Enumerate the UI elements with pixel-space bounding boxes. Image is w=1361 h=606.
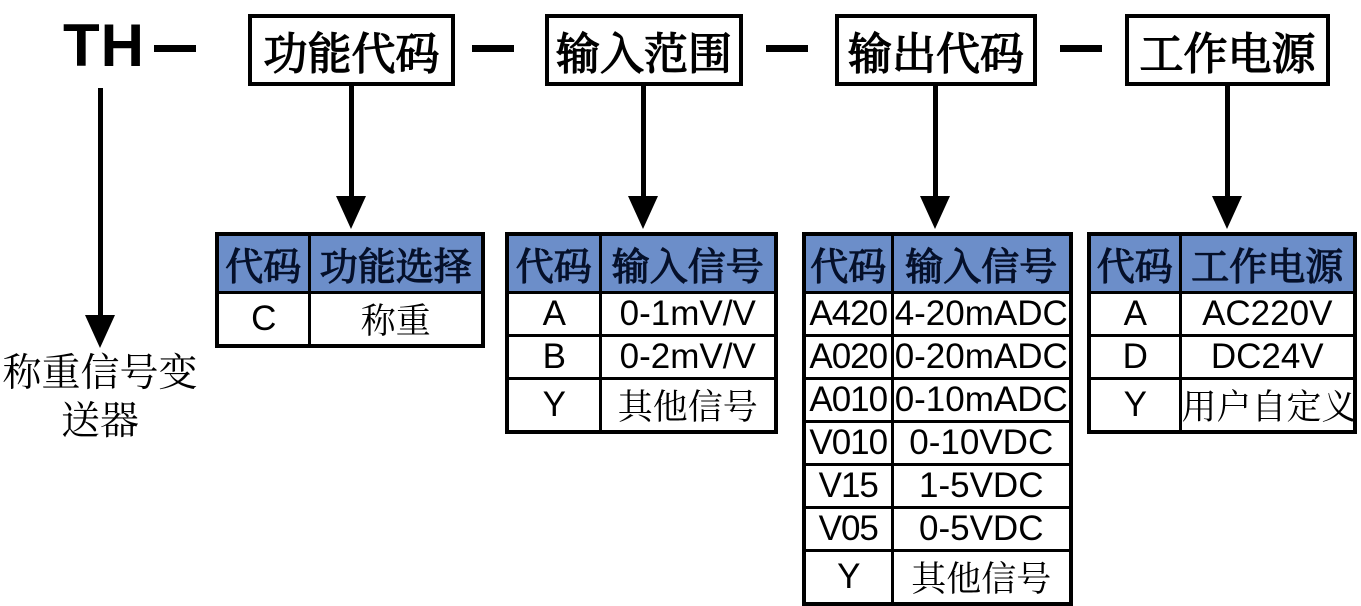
table-row xyxy=(507,379,776,433)
table-row xyxy=(804,551,1071,605)
table-row xyxy=(804,379,1071,422)
code-cell: A010 xyxy=(804,379,892,422)
field-box-label: 输出代码 xyxy=(848,30,1024,79)
field-box-label: 功能代码 xyxy=(263,30,440,79)
table-row xyxy=(507,293,776,336)
model-prefix: TH xyxy=(63,12,145,79)
field-box-label: 工作电源 xyxy=(1139,30,1316,79)
table-row xyxy=(804,422,1071,465)
column-header: 输入信号 xyxy=(892,234,1071,293)
header-row xyxy=(804,234,1071,293)
table-row xyxy=(804,465,1071,508)
separator-dash xyxy=(472,45,514,52)
code-cell: B xyxy=(507,336,600,379)
code-cell: A xyxy=(507,293,600,336)
table-row xyxy=(804,336,1071,379)
code-cell: C xyxy=(217,293,309,347)
separator-dash xyxy=(1060,45,1102,52)
code-cell: V05 xyxy=(804,508,892,551)
input-range-table xyxy=(505,232,778,434)
separator-dash xyxy=(766,45,808,52)
table-row xyxy=(1089,379,1355,433)
table-row xyxy=(804,508,1071,551)
power-supply-table xyxy=(1087,232,1357,434)
column-header: 代码 xyxy=(1089,234,1180,293)
value-cell: 其他信号 xyxy=(600,379,776,433)
header-row xyxy=(1089,234,1355,293)
code-cell: Y xyxy=(804,551,892,605)
function-code-table xyxy=(215,232,485,348)
code-cell: V15 xyxy=(804,465,892,508)
column-header: 输入信号 xyxy=(600,234,776,293)
table-row xyxy=(1089,293,1355,336)
table-row xyxy=(217,293,483,347)
header-row xyxy=(217,234,483,293)
code-cell: Y xyxy=(1089,379,1180,433)
field-box-output-code xyxy=(835,14,1037,86)
table-row xyxy=(804,293,1071,336)
prefix-description: 称重信号变送器 xyxy=(2,352,198,443)
code-cell: A020 xyxy=(804,336,892,379)
column-header: 功能选择 xyxy=(309,234,483,293)
table-row xyxy=(1089,336,1355,379)
value-cell: 称重 xyxy=(309,293,483,347)
column-header: 代码 xyxy=(804,234,892,293)
value-cell: 1-5VDC xyxy=(892,465,1071,508)
value-cell: 0-10mADC xyxy=(892,379,1071,422)
value-cell: 用户自定义 xyxy=(1180,379,1355,433)
code-cell: A xyxy=(1089,293,1180,336)
field-box-power-supply xyxy=(1125,14,1330,86)
header-row xyxy=(507,234,776,293)
value-cell: AC220V xyxy=(1180,293,1355,336)
value-cell: 0-1mV/V xyxy=(600,293,776,336)
value-cell: 4-20mADC xyxy=(892,293,1071,336)
value-cell: 0-5VDC xyxy=(892,508,1071,551)
separator-dash xyxy=(154,45,196,52)
value-cell: DC24V xyxy=(1180,336,1355,379)
table-row xyxy=(507,336,776,379)
field-box-function-code xyxy=(248,14,455,86)
field-box-input-range xyxy=(545,14,743,86)
value-cell: 0-2mV/V xyxy=(600,336,776,379)
code-cell: A420 xyxy=(804,293,892,336)
code-cell: V010 xyxy=(804,422,892,465)
value-cell: 其他信号 xyxy=(892,551,1071,605)
column-header: 工作电源 xyxy=(1180,234,1355,293)
output-code-table xyxy=(802,232,1073,606)
field-box-label: 输入范围 xyxy=(556,30,732,79)
code-cell: Y xyxy=(507,379,600,433)
value-cell: 0-10VDC xyxy=(892,422,1071,465)
code-cell: D xyxy=(1089,336,1180,379)
column-header: 代码 xyxy=(217,234,309,293)
column-header: 代码 xyxy=(507,234,600,293)
value-cell: 0-20mADC xyxy=(892,336,1071,379)
